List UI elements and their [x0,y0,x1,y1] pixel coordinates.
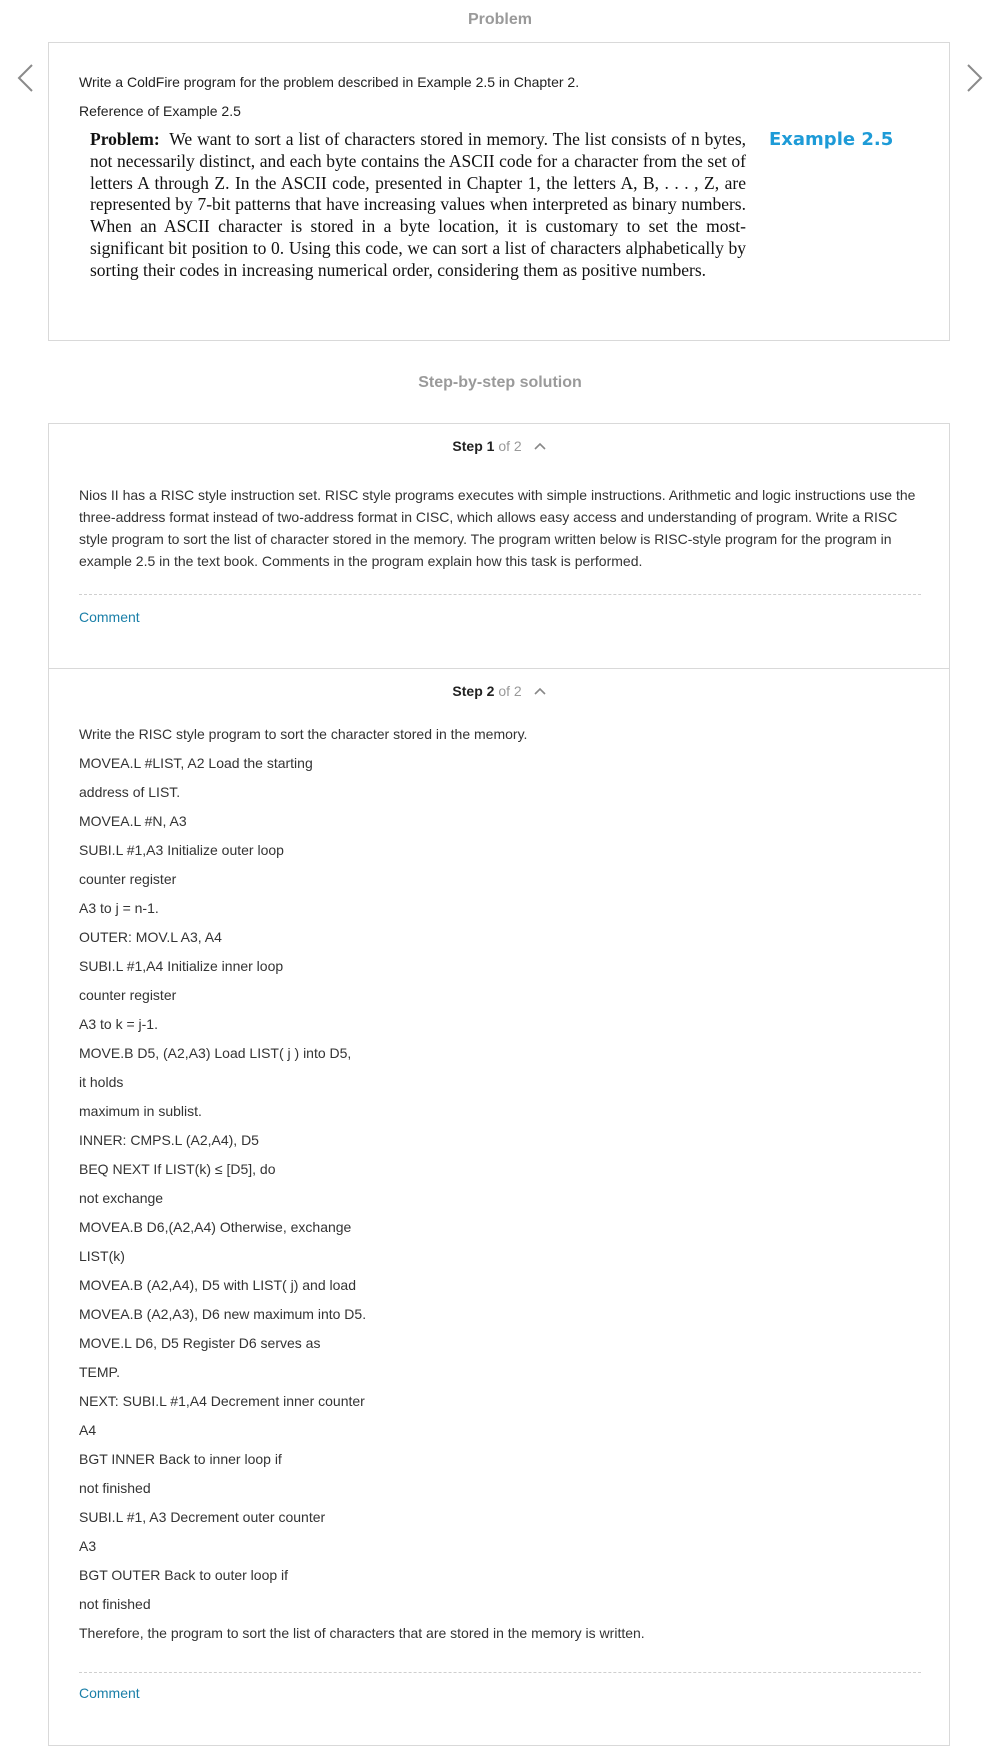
problem-section-title: Problem [467,11,532,28]
chevron-up-icon[interactable] [534,687,546,695]
program-line: not finished [79,1480,151,1496]
solution-section-title: Step-by-step solution [418,374,582,391]
step-1-header[interactable] [49,438,949,454]
example-tag: Example 2.5 [769,129,894,150]
problem-reference: Reference of Example 2.5 [79,103,241,119]
program-line: MOVEA.B (A2,A3), D6 new maximum into D5. [79,1306,367,1322]
program-line: SUBI.L #1,A4 Initialize inner loop [79,958,284,974]
program-line: A3 to k = j-1. [79,1016,158,1032]
textbook-excerpt [90,129,746,282]
step-1-of: of 2 [498,438,522,454]
step-1-comment-link[interactable]: Comment [79,609,140,625]
step-1 [49,424,949,669]
program-line: address of LIST. [79,784,181,800]
step-2-label: Step 2 [452,683,495,699]
previous-arrow-icon[interactable] [12,60,40,96]
program-line: Write the RISC style program to sort the character stored in the memory. [79,726,528,742]
program-line: MOVE.B D5, (A2,A3) Load LIST( j ) into D5, [79,1045,352,1061]
step-2-comment-link[interactable]: Comment [79,1685,140,1701]
program-line: BGT INNER Back to inner loop if [79,1451,282,1467]
program-line: SUBI.L #1,A3 Initialize outer loop [79,842,284,858]
program-line: maximum in sublist. [79,1103,202,1119]
program-line: counter register [79,987,177,1003]
program-line: A4 [79,1422,97,1438]
step-1-divider [79,594,921,595]
step-1-text: Nios II has a RISC style instruction set. RISC style programs executes with simple instructions. Arithmetic and logic instructions use the three-address format instead of two-address format in CISC, which allows easy access and understanding of program. Write a RISC style program to sort the list of character stored in the memory. The program written below is RISC-style program for the program in example 2.5 in the text book. Comments in the program explain how this task is performed. [79,487,916,569]
program-line: MOVEA.L #LIST, A2 Load the starting [79,755,313,771]
program-line: Therefore, the program to sort the list of characters that are stored in the memory is written. [79,1625,645,1641]
textbook-body: We want to sort a list of characters stored in memory. The list consists of n bytes, not necessarily distinct, and each byte contains the ASCII code for a character from the set of letters A through Z. In the ASCII code, presented in Chapter 1, the letters A, B, . . . , Z, are represented by 7-bit patterns that have increasing values when interpreted as binary numbers. When an ASCII character is stored in a byte location, it is customary to set the most-significant bit position to 0. Using this code, we can sort a list of characters alphabetically by sorting their codes in increasing numerical order, considering them as positive numbers. [90,129,746,280]
program-line: MOVEA.L #N, A3 [79,813,187,829]
program-line: it holds [79,1074,124,1090]
program-line: BEQ NEXT If LIST(k) ≤ [D5], do [79,1161,276,1177]
program-line: not exchange [79,1190,164,1206]
program-line: MOVE.L D6, D5 Register D6 serves as [79,1335,321,1351]
program-line: SUBI.L #1, A3 Decrement outer counter [79,1509,326,1525]
problem-question: Write a ColdFire program for the problem described in Example 2.5 in Chapter 2. [79,74,580,90]
program-line: OUTER: MOV.L A3, A4 [79,929,222,945]
problem-card [48,42,950,341]
chevron-up-icon[interactable] [534,442,546,450]
program-line: INNER: CMPS.L (A2,A4), D5 [79,1132,259,1148]
textbook-label: Problem: [90,129,160,149]
steps-card [48,423,950,1746]
program-line: not finished [79,1596,151,1612]
program-line: MOVEA.B (A2,A4), D5 with LIST( j) and load [79,1277,356,1293]
program-line: BGT OUTER Back to outer loop if [79,1567,289,1583]
step-2 [49,669,949,1745]
step-2-divider [79,1672,921,1673]
step-1-label: Step 1 [452,438,495,454]
step-2-program [79,725,921,1653]
program-line: TEMP. [79,1364,120,1380]
program-line: A3 to j = n-1. [79,900,159,916]
program-line: A3 [79,1538,97,1554]
program-line: counter register [79,871,177,887]
program-line: NEXT: SUBI.L #1,A4 Decrement inner counter [79,1393,365,1409]
program-line: LIST(k) [79,1248,125,1264]
step-2-of: of 2 [498,683,522,699]
step-2-header[interactable] [49,683,949,699]
next-arrow-icon[interactable] [960,60,988,96]
program-line: MOVEA.B D6,(A2,A4) Otherwise, exchange [79,1219,352,1235]
